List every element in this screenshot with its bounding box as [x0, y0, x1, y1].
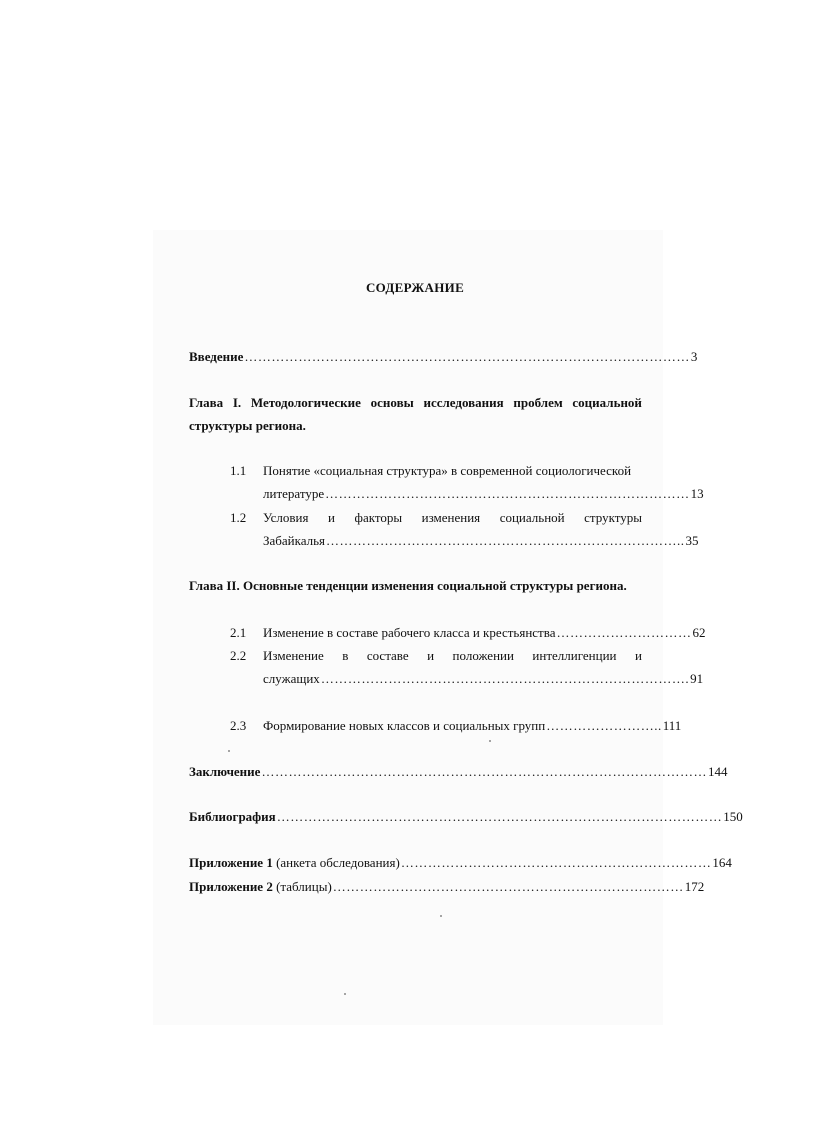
page-number: 150 [723, 809, 743, 824]
section-number: 2.3 [230, 718, 247, 733]
toc-label: Изменение в составе рабочего класса и крестьянства [263, 625, 556, 640]
page-number: 13 [690, 486, 704, 501]
page-number: 35 [685, 533, 699, 548]
page-number: 172 [684, 879, 705, 894]
word: проблем [513, 395, 563, 410]
leader-dots: …………………….. [546, 718, 662, 733]
toc-entry-1-2-line1[interactable] [263, 510, 642, 526]
chapter-1-heading[interactable] [189, 395, 642, 411]
leader-dots: ………………………… [556, 625, 692, 640]
word: и [328, 510, 335, 525]
toc-note: (таблицы) [272, 879, 332, 894]
toc-label: служащих [263, 671, 320, 686]
toc-entry-2-1[interactable] [263, 625, 706, 641]
chapter-2-heading[interactable]: Глава II. Основные тенденции изменения социальной структуры региона. [189, 578, 627, 593]
toc-label: Введение [189, 349, 244, 364]
toc-label: Заключение [189, 764, 261, 779]
toc-label: Приложение 2 [189, 879, 273, 894]
toc-entry-1-2[interactable] [263, 533, 699, 549]
word: и [427, 648, 435, 663]
leader-dots: …………………………………………………………………… [332, 879, 684, 894]
word: социальной [572, 395, 642, 410]
word: I. [232, 395, 242, 410]
leader-dots: ……………………………………………………………………………………… [276, 809, 723, 824]
leader-dots: …………………………………………………………………….. [326, 533, 685, 548]
section-number: 2.1 [230, 625, 247, 640]
page-number: 144 [707, 764, 728, 779]
toc-entry-intro[interactable] [189, 349, 698, 365]
word: в [342, 648, 349, 663]
toc-label: Забайкалья [263, 533, 326, 548]
toc-label: Формирование новых классов и социальных групп [263, 718, 546, 733]
toc-label: Приложение 1 [189, 855, 273, 870]
toc-entry-1-1-line1[interactable]: Понятие «социальная структура» в современной социологической [263, 463, 632, 478]
leader-dots: ……………………………………………………………………………………… [261, 764, 707, 779]
toc-entry-2-2-line1[interactable] [263, 648, 642, 664]
page-number: 111 [662, 718, 682, 733]
word: исследования [423, 395, 504, 410]
toc-entry-conclusion[interactable] [189, 764, 728, 780]
word: Методологические [250, 395, 361, 410]
toc-entry-2-3[interactable] [263, 718, 682, 734]
toc-note: (анкета обследования) [272, 855, 400, 870]
page-number: 91 [690, 671, 704, 686]
leader-dots: ………………………………………………………………………. [320, 671, 690, 686]
word: структуры [584, 510, 642, 525]
chapter-1-heading-cont: структуры региона. [189, 418, 306, 433]
word: изменения [421, 510, 481, 525]
word: социальной [499, 510, 565, 525]
word: положении [452, 648, 514, 663]
toc-entry-1-1[interactable] [263, 486, 704, 502]
toc-entry-bibliography[interactable] [189, 809, 743, 825]
word: составе [366, 648, 409, 663]
toc-label: Библиография [189, 809, 276, 824]
word: факторы [354, 510, 403, 525]
scan-speck [228, 750, 230, 752]
word: и [634, 648, 642, 663]
scan-speck [440, 915, 442, 917]
word: Условия [263, 510, 309, 525]
scan-speck [489, 740, 491, 742]
page-number: 164 [712, 855, 732, 870]
toc-label: литературе [263, 486, 325, 501]
leader-dots: ……………………………………………………………………………………… [244, 349, 690, 364]
page-title: СОДЕРЖАНИЕ [365, 280, 465, 295]
section-number: 1.1 [230, 463, 247, 478]
word: Глава [189, 395, 224, 410]
section-number: 2.2 [230, 648, 247, 663]
word: основы [370, 395, 414, 410]
toc-entry-2-2[interactable] [263, 671, 704, 687]
leader-dots: …………………………………………………………… [400, 855, 712, 870]
word: Изменение [263, 648, 324, 663]
page-number: 3 [690, 349, 698, 364]
word: интеллигенции [532, 648, 617, 663]
section-number: 1.2 [230, 510, 247, 525]
toc-entry-appendix-2[interactable] [189, 879, 705, 895]
toc-entry-appendix-1[interactable] [189, 855, 732, 871]
scan-speck [344, 993, 346, 995]
page-number: 62 [692, 625, 706, 640]
leader-dots: ……………………………………………………………………… [325, 486, 690, 501]
